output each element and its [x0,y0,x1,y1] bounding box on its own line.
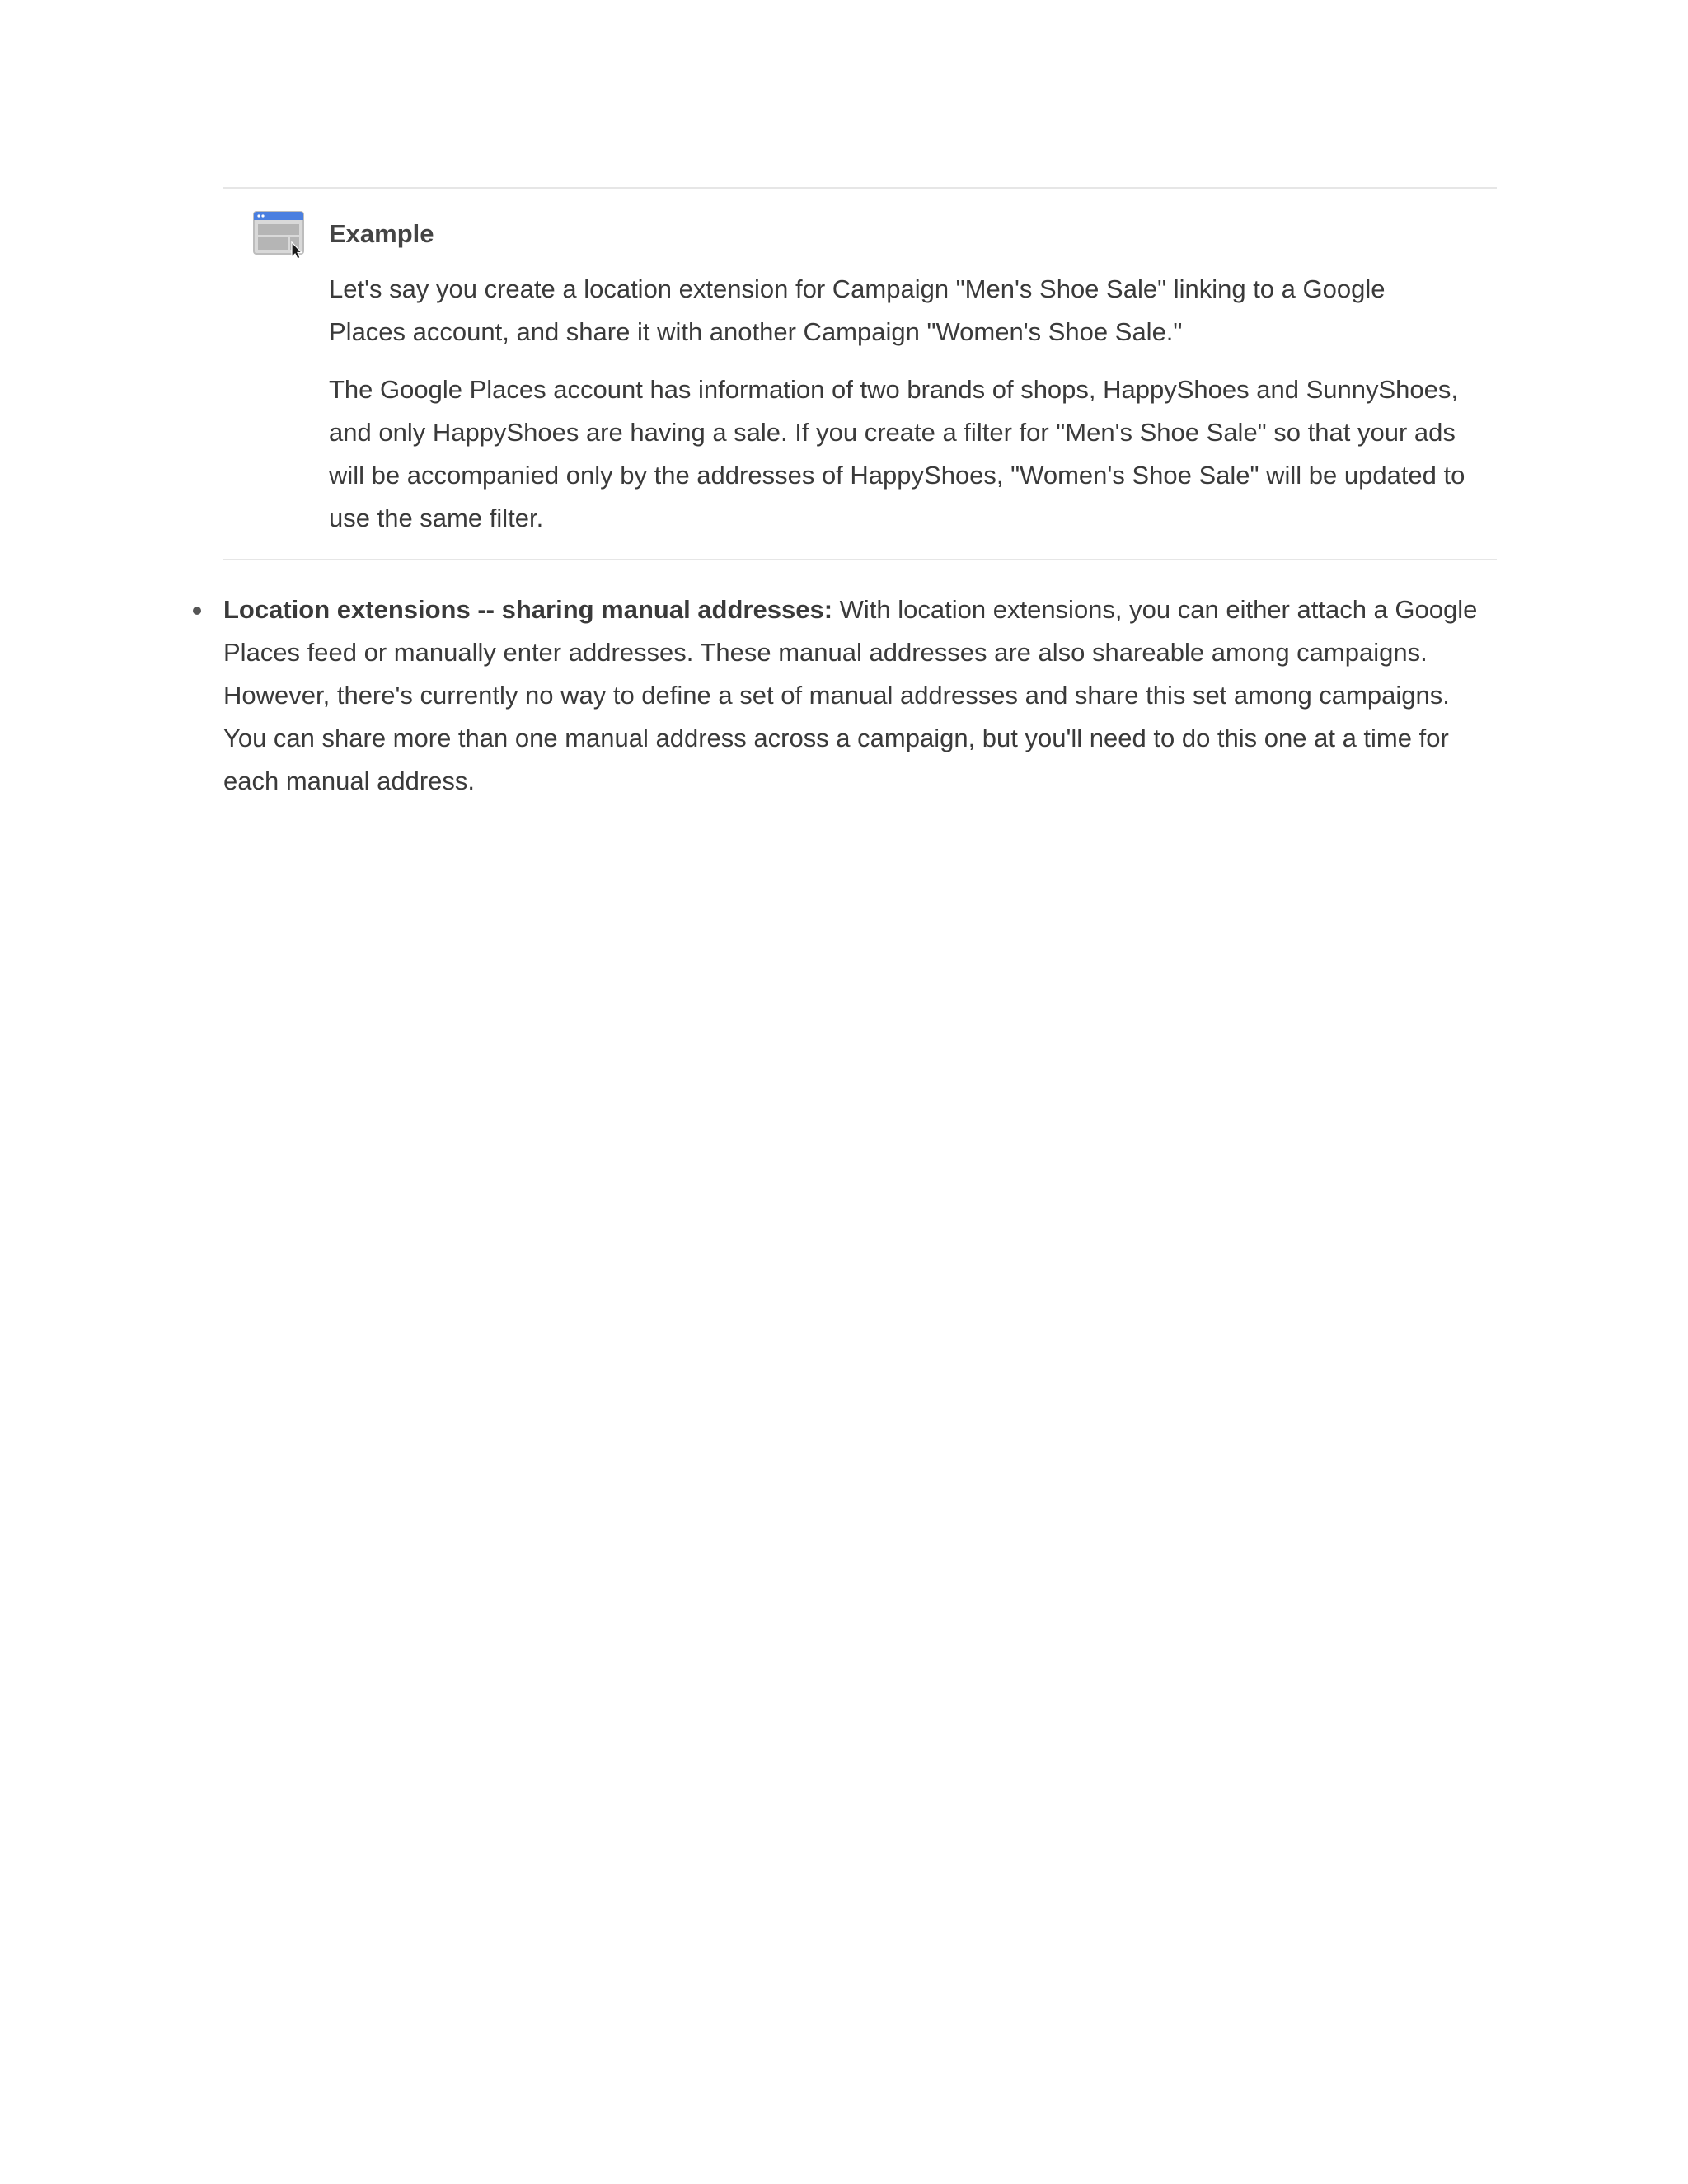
example-paragraph-2: The Google Places account has information of two brands of shops, HappyShoes and SunnyShoes, and only HappyShoes are having a sale. If you create a filter for "Men's Shoe Sale" so that your ads will be accompanied only by the addresses of HappyShoes, "Women's Shoe Sale" will be updated to use the same filter. [329,375,1465,532]
browser-window-cursor-icon [253,211,307,259]
bullet-list [223,588,1497,803]
list-item [223,588,1497,803]
example-title: Example [329,219,434,248]
example-paragraph-1: Let's say you create a location extension for Campaign "Men's Shoe Sale" linking to a Google Places account, and share it with another Campaign "Women's Shoe Sale." [329,274,1386,346]
bullet-lead-text: Location extensions -- sharing manual addresses: [223,595,833,624]
bullet-marker [193,607,201,615]
example-content [329,218,1466,555]
bullet-body-text: With location extensions, you can either attach a Google Places feed or manually enter addresses. These manual addresses are also shareable among campaigns. However, there's currently no way to define a set of manual addresses and share this set among campaigns. You can share more than one manual address across a campaign, but you'll need to do this one at a time for each manual address. [223,595,1478,795]
example-callout [223,187,1497,560]
